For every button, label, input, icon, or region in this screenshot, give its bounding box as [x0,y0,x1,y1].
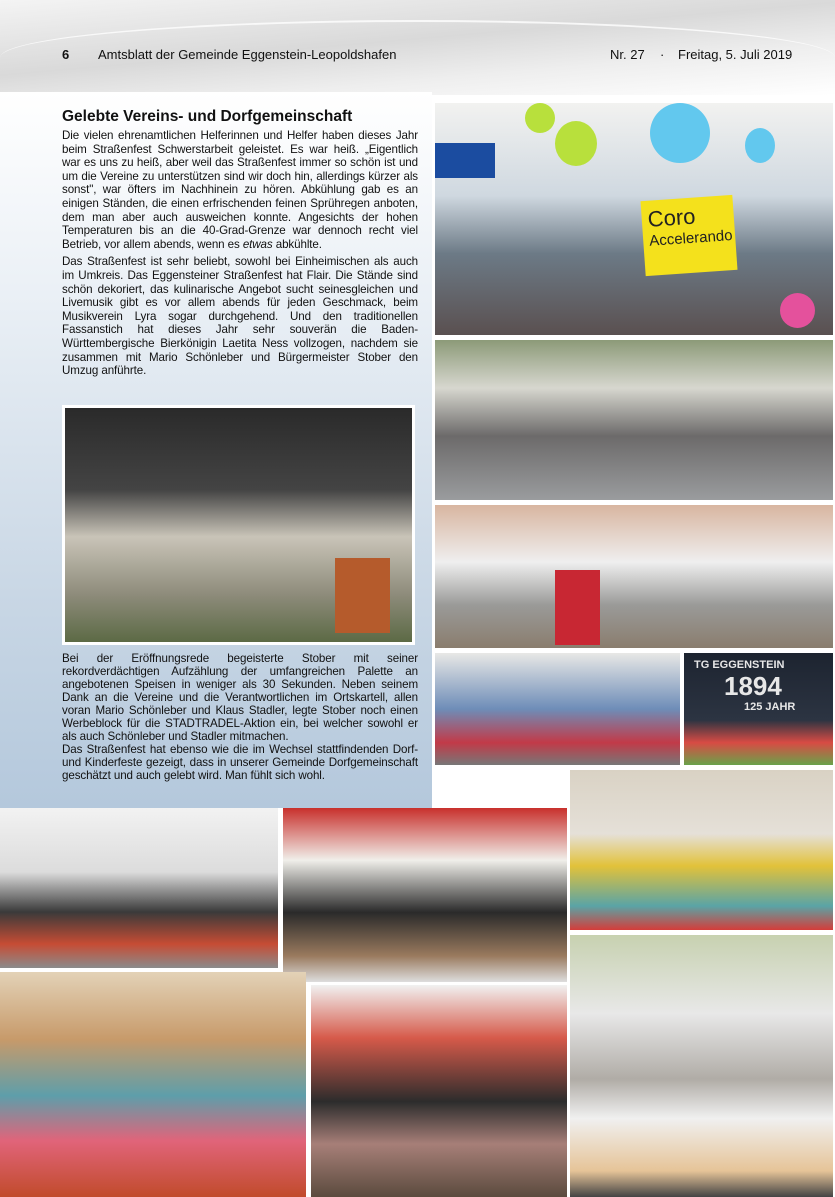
p1-text-end: abkühlte. [272,237,322,251]
balloon [650,103,710,163]
photo-water-hose [570,935,833,1197]
shirt-text-2: 1894 [724,671,782,701]
page-number: 6 [62,47,70,62]
photo-parade [435,340,833,500]
article-title: Gelebte Vereins- und Dorfgemeinschaft [62,108,353,125]
article-text-lower [62,652,418,782]
issue-number: Nr. 27 [610,47,645,62]
coro-sign-line-1: Coro [646,203,697,232]
paragraph-4: Das Straßenfest hat ebenso wie die im Wechsel stattfindenden Dorf- und Kinderfeste gezeigt, dass in unserer Gemeinde Dorfgemeinschaft geschätzt und auch gelebt wird. Man fühlt sich wohl. [62,743,418,782]
photo-food-stand [435,505,833,648]
issue-date: Freitag, 5. Juli 2019 [678,47,793,62]
balloon [780,293,815,328]
p1-emphasis: etwas [242,237,273,251]
photo-women-stand [311,985,567,1197]
photo-barrel-stand [335,558,390,633]
photo-balloons [435,103,833,335]
shirt-text-1: TG EGGENSTEIN [694,659,785,671]
coro-sign-line-2: Accelerando [648,226,734,250]
photo-melon [684,653,833,765]
photo-kids-painting [0,972,306,1197]
photo-red-cross [0,808,278,968]
separator: · [660,47,665,62]
photo-craft-stand [283,808,567,982]
paragraph-3: Bei der Eröffnungsrede begeisterte Stober mit seiner rekordverdächtigen Aufzählung der umfangreichen Palette an angebotenen Speisen in weniger als 30 Sekunden. Neben seinem Dank an die Vereine und die Verantwortlichen im Ortskartell, allen voran Mario Schönleber und Klaus Stadler, legte Stober noch einen Werbeblock für die STADTRADEL-Aktion ein, bei welcher sowohl er als auch Schönleber und Stadler mitmachen. [62,652,418,743]
shirt-text-3: 125 JAHR [744,701,796,713]
balloon [745,128,775,163]
photo-banner [435,143,495,178]
balloon [525,103,555,133]
p1-text: Die vielen ehrenamtlichen Helferinnen und Helfer haben dieses Jahr beim Straßenfest Schwerstarbeit geleistet. Es war heiß. „Eigentlich war es uns zu heiß, aber weil das Straßenfest immer so schön ist und um die Vereine zu unterstützen sind wir doch hin, allerdings kürzer als sonst", war öfters im Nachhinein zu hören. Abkühlung gab es an einigen Ständen, die einen erfrischenden feinen Sprühregen anboten, dem man aber auch ausweichen konnte. Angesichts der hohen Temperaturen bis an die 40-Grad-Grenze war dennoch recht viel Betrieb, vor allem abends, wenn es [62,129,418,251]
balloon [555,121,597,166]
paragraph-1 [62,129,418,251]
photo-scooters [570,770,833,930]
photo-fassanstich [62,405,415,645]
article-text-upper [62,129,418,382]
photo-person-red [555,570,600,645]
paragraph-2: Das Straßenfest ist sehr beliebt, sowohl bei Einheimischen als auch im Umkreis. Das Eggensteiner Straßenfest hat Flair. Die Stände sind schön dekoriert, das kulinarische Angebot sucht seinesgleichen und Livemusik gibt es vor allem abends für jeden Geschmack, beim Musikverein Lyra sogar durchgehend. Und den traditionellen Fassanstich hat dieses Jahr sehr souverän die Baden-Württembergische Bierkönigin Laetita Ness vollzogen, nachdem sie zusammen mit Mario Schönleber und Bürgermeister Stober den Umzug anführte. [62,255,418,378]
publication-title: Amtsblatt der Gemeinde Eggenstein-Leopoldshafen [98,47,397,62]
coro-sign [640,195,737,276]
photo-visitors [435,653,680,765]
